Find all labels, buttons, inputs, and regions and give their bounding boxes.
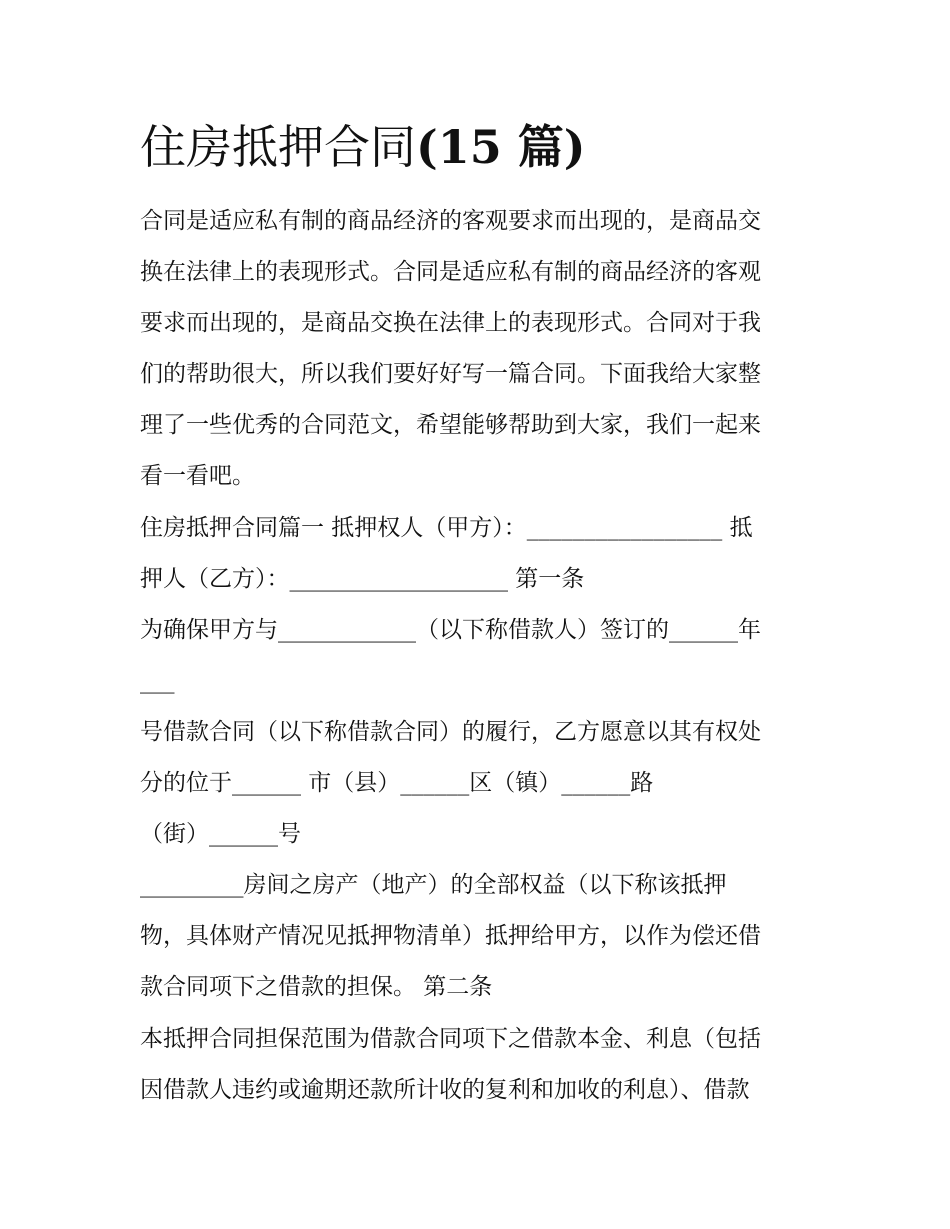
text-line: 押人（乙方）：___________________ 第一条: [140, 565, 585, 592]
text-line: 号借款合同（以下称借款合同）的履行，乙方愿意以其有权处: [140, 718, 761, 745]
text-line: 分的位于______ 市（县）______区（镇）______路: [140, 770, 654, 797]
document-title-count: (15 篇): [416, 120, 586, 174]
text-line: 住房抵押合同篇一 抵押权人（甲方）：_________________ 抵: [140, 514, 753, 541]
text-line: （街）______号: [140, 821, 301, 848]
text-line: 物，具体财产情况见抵押物清单）抵押给甲方，以作为偿还借: [140, 923, 761, 950]
text-line: ___: [140, 667, 175, 694]
text-line: 看一看吧。: [140, 463, 255, 490]
text-line: _________房间之房产（地产）的全部权益（以下称该抵押: [140, 872, 727, 899]
text-line: 们的帮助很大，所以我们要好好写一篇合同。下面我给大家整: [140, 361, 761, 388]
document-body: [140, 196, 820, 1116]
text-line: 要求而出现的，是商品交换在法律上的表现形式。合同对于我: [140, 310, 761, 337]
text-line: 合同是适应私有制的商品经济的客观要求而出现的，是商品交: [140, 208, 761, 234]
text-line: 因借款人违约或逾期还款所计收的复利和加收的利息）、借款: [140, 1076, 750, 1103]
text-line: 理了一些优秀的合同范文，希望能够帮助到大家，我们一起来: [140, 412, 761, 439]
document-title-main: 住房抵押合同: [140, 120, 416, 174]
text-line: 款合同项下之借款的担保。 第二条: [140, 974, 493, 1001]
document-title: [140, 117, 586, 177]
text-line: 本抵押合同担保范围为借款合同项下之借款本金、利息（包括: [140, 1025, 761, 1052]
text-line: 为确保甲方与____________（以下称借款人）签订的______年: [140, 616, 761, 643]
text-line: 换在法律上的表现形式。合同是适应私有制的商品经济的客观: [140, 259, 761, 286]
